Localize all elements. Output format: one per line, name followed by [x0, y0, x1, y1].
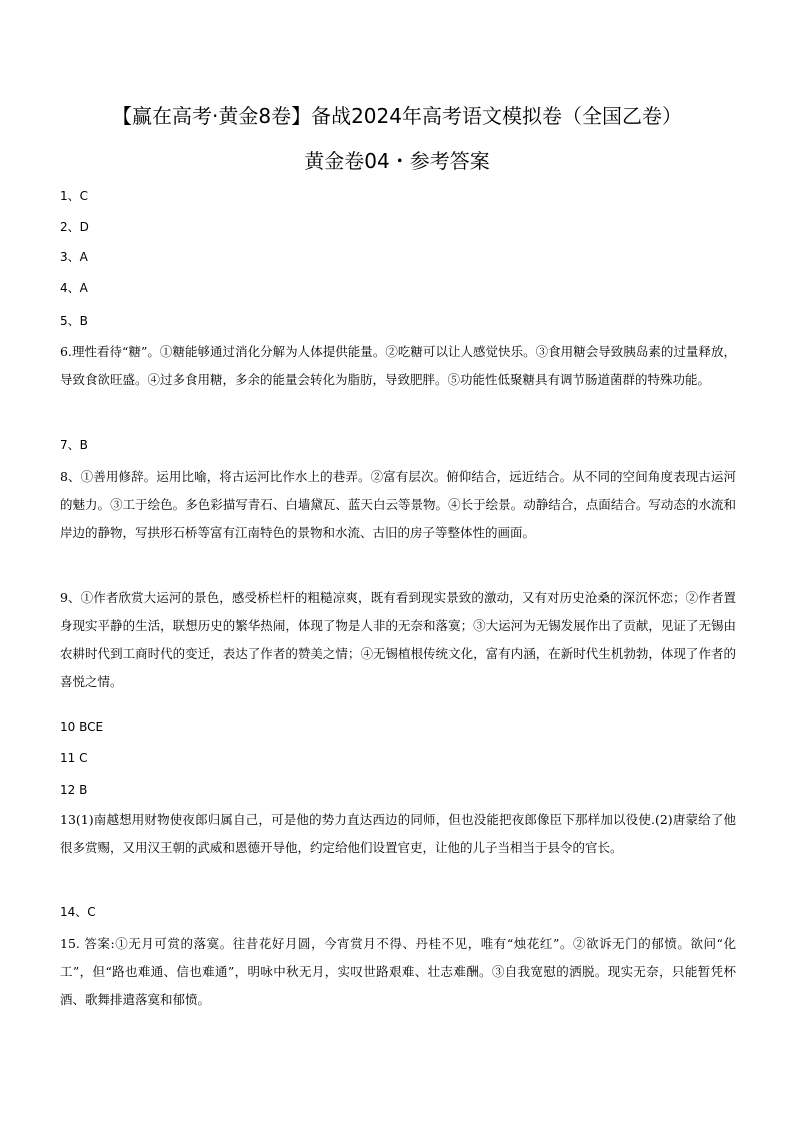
answer-15: 15. 答案:①无月可赏的落寞。往昔花好月圆，今宵赏月不得、丹桂不见，唯有“烛花红”。②欲诉无门的郁愤。欲问“化工”，但“路也难通、信也难通”，明咏中秋无月，实叹世路艰难、壮志难酬。③自我宽慰的洒脱。现实无奈，只能暂凭杯酒、歌舞排遣落寞和郁愤。	[60, 936, 736, 1007]
answer-8: 8、①善用修辞。运用比喻，将古运河比作水上的巷弄。②富有层次。俯仰结合，远近结合。从不同的空间角度表现古运河的魅力。③工于绘色。多色彩描写青石、白墙黛瓦、蓝天白云等景物。④长于绘景。动静结合，点面结合。写动态的水流和岸边的静物，写拱形石桥等富有江南特色的景物和水流、古旧的房子等整体性的画面。	[60, 469, 736, 540]
answer-11: 11 C	[60, 751, 88, 765]
document-title: 【赢在高考·黄金8卷】备战2024年高考语文模拟卷（全国乙卷）	[112, 104, 682, 128]
answer-9: 9、①作者欣赏大运河的景色，感受桥栏杆的粗糙凉爽，既有看到现实景致的激动，又有对历史沧桑的深沉怀恋；②作者置身现实平静的生活，联想历史的繁华热闹，体现了物是人非的无奈和落寞；③大运河为无锡发展作出了贡献，见证了无锡由农耕时代到工商时代的变迁，表达了作者的赞美之情；④无锡植根传统文化，富有内涵，在新时代生机勃勃，体现了作者的喜悦之情。	[60, 590, 736, 689]
answer-13: 13(1)南越想用财物使夜郎归属自己，可是他的势力直达西边的同师，但也没能把夜郎像臣下那样加以役使.(2)唐蒙给了他很多赏赐，又用汉王朝的武威和恩德开导他，约定给他们设置官吏，让他的儿子当相当于县令的官长。	[60, 812, 736, 855]
answer-7: 7、B	[60, 438, 88, 452]
answer-6: 6.理性看待“糖”。①糖能够通过消化分解为人体提供能量。②吃糖可以让人感觉快乐。③食用糖会导致胰岛素的过量释放，导致食欲旺盛。④过多食用糖，多余的能量会转化为脂肪，导致肥胖。⑤功能性低聚糖具有调节肠道菌群的特殊功能。	[60, 344, 736, 387]
answer-1: 1、C	[60, 189, 89, 203]
answer-5: 5、B	[60, 314, 88, 328]
answer-4: 4、A	[60, 281, 88, 295]
answer-10: 10 BCE	[60, 720, 104, 734]
answer-3: 3、A	[60, 250, 88, 264]
answer-2: 2、D	[60, 220, 89, 234]
document-subtitle: 黄金卷04・参考答案	[304, 149, 490, 173]
answer-14: 14、C	[60, 905, 96, 919]
answer-12: 12 B	[60, 783, 88, 797]
